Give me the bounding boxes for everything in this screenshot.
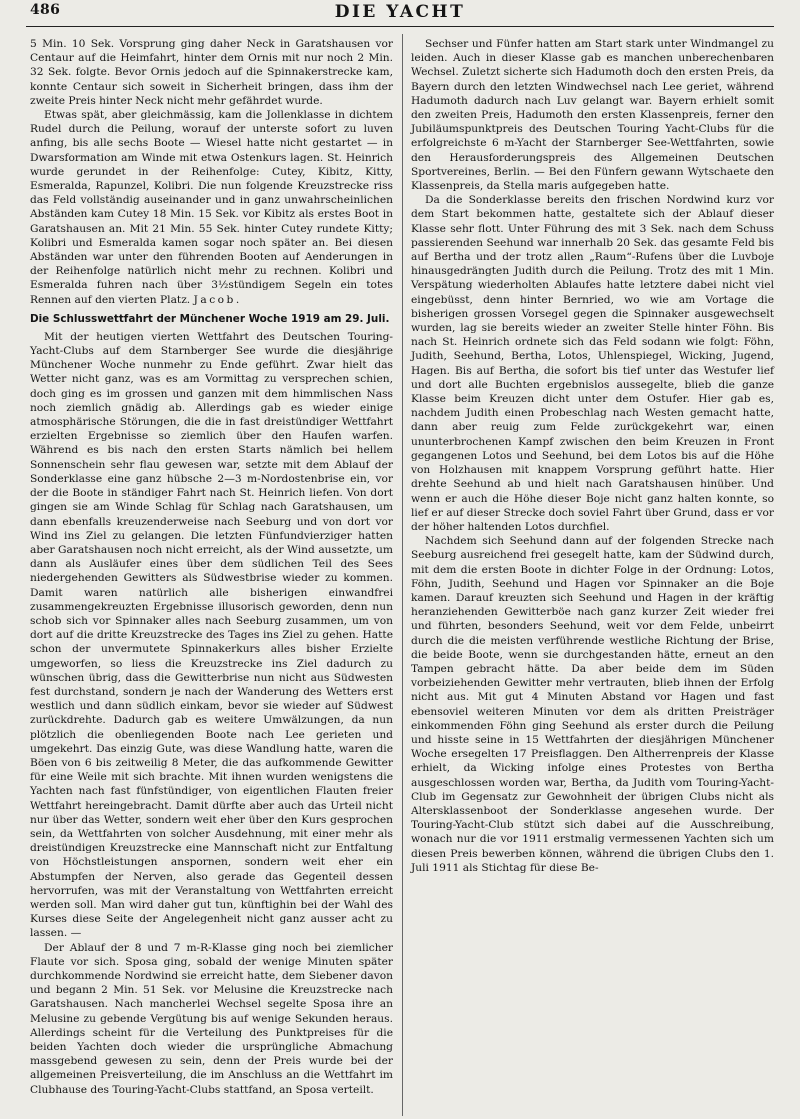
page-number: 486 <box>30 2 61 18</box>
paragraph-schlusswettfahrt: Mit der heutigen vierten Wettfahrt des Deutschen Touring-Yacht-Clubs auf dem Starnberger See wurde die diesjährige Münchener Woche nunmehr zu Ende geführt. Zwar hielt das Wetter nicht ganz, was es am Vormittag zu versprechen schien, doch ging es im grossen und ganzen mit dem himmlischen Nass noch ziemlich gnädig ab. Allerdings gab es wieder einige atmosphärische Störungen, die die in fast dreistündiger Wettfahrt erzielten Ergebnisse so ziemlich über den Haufen warfen. Während es bis nach den ersten Starts nämlich bei hellem Sonnenschein sehr flau gewesen war, setzte mit dem Ablauf der Sonderklasse eine ganz hübsche 2—3 m-Nordostenbrise ein, vor der die Boote in ständiger Fahrt nach St. Heinrich liefen. Von dort gingen sie am Winde Schlag für Schlag nach Garatshausen, um dann ebenfalls kreuzenderweise nach Seeburg und von dort vor Wind ins Ziel zu gelangen. Die letzten Fünfundvierziger hatten aber Garatshausen noch nicht erreicht, als der Wind aussetzte, um dann als Ausläufer eines über dem südlichen Teil des Sees niedergehenden Gewitters als Südwestbrise wieder zu kommen. Damit waren natürlich alle bisherigen einwandfrei zusammengekreuzten Ergebnisse illusorisch geworden, denn nun schob sich vor Spinnaker alles nach Seeburg zusammen, um von dort auf die dritte Kreuzstrecke des Tages ins Ziel zu gehen. Hatte schon der unvermutete Spinnakerkurs alles bisher Erzielte umgeworfen, so liess die Kreuzstrecke ins Ziel dadurch zu wünschen übrig, dass die Gewitterbrise nun nicht aus Südwesten fest durchstand, sondern je nach der Wanderung des Wetters erst westlich und dann südlich einkam, bevor sie wieder auf Südwest zurückdrehte. Dadurch gab es weitere Umwälzungen, da nun plötzlich die obenliegenden Boote nach Lee gerieten und umgekehrt. Das einzig Gute, was diese Wandlung hatte, waren die Böen von 6 bis zeitweilig 8 Meter, die das aufkommende Gewitter für eine Weile mit sich brachte. Mit ihnen wurden wenigstens die Yachten nach fast fünfstündiger, von eigentlichen Flauten freier Wettfahrt hereingebracht. Damit dürfte aber auch das Urteil nicht nur über das Wetter, sondern weit eher über den Kurs gesprochen sein, da Wettfahrten von solcher Ausdehnung, mit einer mehr als dreistündigen Kreuzstrecke eine Mannschaft nicht zur Entfaltung von Höchstleistungen anspornen, sondern weit eher ein Abstumpfen der Nerven, also gerade das Gegenteil dessen hervorrufen, was mit der Veranstaltung von Wettfahrten erreicht werden soll. Man wird daher gut tun, künftighin bei der Wahl des Kurses diese Seite der Angelegenheit nicht ganz ausser acht zu lassen. — <box>30 329 393 940</box>
running-head-title: DIE YACHT <box>334 2 466 22</box>
paragraph-jollenklasse <box>30 108 393 307</box>
author-signature: Jacob. <box>193 292 242 306</box>
paragraph-jollenklasse-text: Etwas spät, aber gleichmässig, kam die Jollenklasse in dichtem Rudel durch die Peilung, worauf der unterste sofort zu luven anfing, bis alle sechs Boote — Wiesel hatte nicht gestartet — in Dwarsformation am Winde mit etwa Ostenkurs lagen. St. Heinrich wurde gerundet in der Reihenfolge: Cutey, Kibitz, Kitty, Esmeralda, Rapunzel, Kolibri. Die nun folgende Kreuzstrecke riss das Feld vollständig auseinander und in ganz unwahrscheinlichen Abständen kam Cutey 18 Min. 15 Sek. vor Kibitz als erstes Boot in Garatshausen an. Mit 21 Min. 55 Sek. hinter Cutey rundete Kitty; Kolibri und Esmeralda kamen sogar noch später an. Bei diesen Abständen war unter den führenden Booten auf Aenderungen in der Reihenfolge natürlich nicht mehr zu rechnen. Kolibri und Esmeralda fuhren nach über 3½stündigem Segeln ein totes Rennen auf den vierten Platz. <box>30 108 393 306</box>
paragraph-sechser-fuenfer: Sechser und Fünfer hatten am Start stark unter Windmangel zu leiden. Auch in dieser Klasse gab es manchen unberechenbaren Wechsel. Zuletzt sicherte sich Hadumoth doch den ersten Preis, da Bayern durch den letzten Windwechsel nach Lee geriet, während Hadumoth dadurch nach Luv gelangt war. Bayern erhielt somit den zweiten Preis, Hadumoth den ersten Klassenpreis, ferner den Jubiläumspunktpreis des Deutschen Touring Yacht-Clubs für die erfolgreichste 6 m-Yacht der Starnberger See-Wettfahrten, sowie den Herausforderungspreis des Allgemeinen Deutschen Sportvereines, Berlin. — Bei den Fünfern gewann Wytschaete den Klassenpreis, da Stella maris aufgegeben hatte. <box>411 37 774 193</box>
paragraph-sonderklasse: Da die Sonderklasse bereits den frischen Nordwind kurz vor dem Start bekommen hatte, gestaltete sich der Ablauf dieser Klasse sehr flott. Unter Führung des mit 3 Sek. nach dem Schuss passierenden Seehund war innerhalb 20 Sek. das gesamte Feld bis auf Bertha und der trotz allen „Raum“-Rufens über die Luvboje hinausgedrängten Judith durch die Peilung. Trotz des mit 1 Min. Verspätung wiederholten Ablaufes hatte letztere dabei nicht viel eingebüsst, denn hinter Bernried, wo wie am Vortage die bisherigen grossen Vorsegel gegen die Spinnaker ausgewechselt wurden, lag sie bereits wieder an zweiter Stelle hinter Föhn. Bis nach St. Heinrich ordnete sich das Feld sodann wie folgt: Föhn, Judith, Seehund, Bertha, Lotos, Uhlenspiegel, Wicking, Jugend, Hagen. Bis auf Bertha, die sofort bis tief unter das Westufer lief und dort alle Buchten ergebnislos aussegelte, blieb die ganze Klasse beim Kreuzen dicht unter dem Ostufer. Hier gab es, nachdem Judith einen Probeschlag nach Westen gemacht hatte, dann aber reuig zum Felde zurückgekehrt war, einen ununterbrochenen Kampf zwischen den beim Kreuzen in Front gegangenen Lotos und Seehund, bei dem Lotos bis auf die Höhe von Holzhausen mit knappem Vorsprung geführt hatte. Hier drehte Seehund ab und hielt nach Garatshausen hinüber. Und wenn er auch die Höhe dieser Boje nicht ganz halten konnte, so lief er auf dieser Strecke doch soviel Fahrt über Grund, dass er vor der höher haltenden Lotos durchfiel. <box>411 193 774 533</box>
paragraph-continuation: 5 Min. 10 Sek. Vorsprung ging daher Neck in Garatshausen vor Centaur auf die Heimfahrt, hinter dem Ornis mit nur noch 2 Min. 32 Sek. folgte. Bevor Ornis jedoch auf die Spinnakerstrecke kam, konnte Centaur sich soweit in Sicherheit bringen, dass ihm der zweite Preis hinter Neck nicht mehr gefährdet wurde. <box>30 37 393 107</box>
article-heading: Die Schlusswettfahrt der Münchener Woche 1919 am 29. Juli. <box>30 312 390 325</box>
header-rule <box>26 26 774 27</box>
article-columns <box>30 37 774 1115</box>
paragraph-8-7m-klasse: Der Ablauf der 8 und 7 m-R-Klasse ging noch bei ziemlicher Flaute vor sich. Sposa ging, sobald der wenige Minuten später durchkommende Nordwind sie erreicht hatte, dem Siebener davon und begann 2 Min. 51 Sek. vor Melusine die Kreuzstrecke nach Garatshausen. Nach mancherlei Wechsel segelte Sposa ihre an Melusine zu gebende Vergütung bis auf wenige Sekunden heraus. Allerdings scheint für die Verteilung des Punktpreises für die beiden Yachten doch wieder die ursprüngliche Abmachung massgebend gewesen zu sein, denn der Preis wurde bei der allgemeinen Preisverteilung, die im Anschluss an die Wettfahrt im Clubhause des Touring-Yacht-Clubs stattfand, an Sposa verteilt. <box>30 940 393 1096</box>
paragraph-seehund: Nachdem sich Seehund dann auf der folgenden Strecke nach Seeburg ausreichend frei gesegelt hatte, kam der Südwind durch, mit dem die ersten Boote in dichter Folge in der Ordnung: Lotos, Föhn, Judith, Seehund und Hagen vor Spinnaker an die Boje kamen. Darauf kreuzten sich Seehund und Hagen in der kräftig heranziehenden Gewitterböe nach ganz kurzer Zeit wieder frei und führten, besonders Seehund, weit vor dem Felde, unbeirrt durch die die meisten verführende westliche Richtung der Brise, die beide Boote, wenn sie durchgestanden hätte, erneut an den Tampen gebracht hätte. Da aber beide dem im Süden vorbeiziehenden Gewitter mehr vertrauten, blieb ihnen der Erfolg nicht aus. Mit gut 4 Minuten Abstand vor Hagen und fast ebensoviel weiteren Minuten vor dem als dritten Preisträger einkommenden Föhn ging Seehund als erster durch die Peilung und hisste seine in 15 Wettfahrten der diesjährigen Münchener Woche ersegelten 17 Preisflaggen. Den Altherrenpreis der Klasse erhielt, da Wicking infolge eines Protestes von Bertha ausgeschlossen worden war, Bertha, da Judith vom Touring-Yacht-Club im Gegensatz zur Gewohnheit der übrigen Clubs nicht als Altersklassenboot der Sonderklasse angesehen wurde. Der Touring-Yacht-Club stützt sich dabei auf die Ausschreibung, wonach nur die vor 1911 erstmalig vermessenen Yachten sich um diesen Preis bewerben können, während die übrigen Clubs den 1. Juli 1911 als Stichtag für diese Be- <box>411 534 774 874</box>
